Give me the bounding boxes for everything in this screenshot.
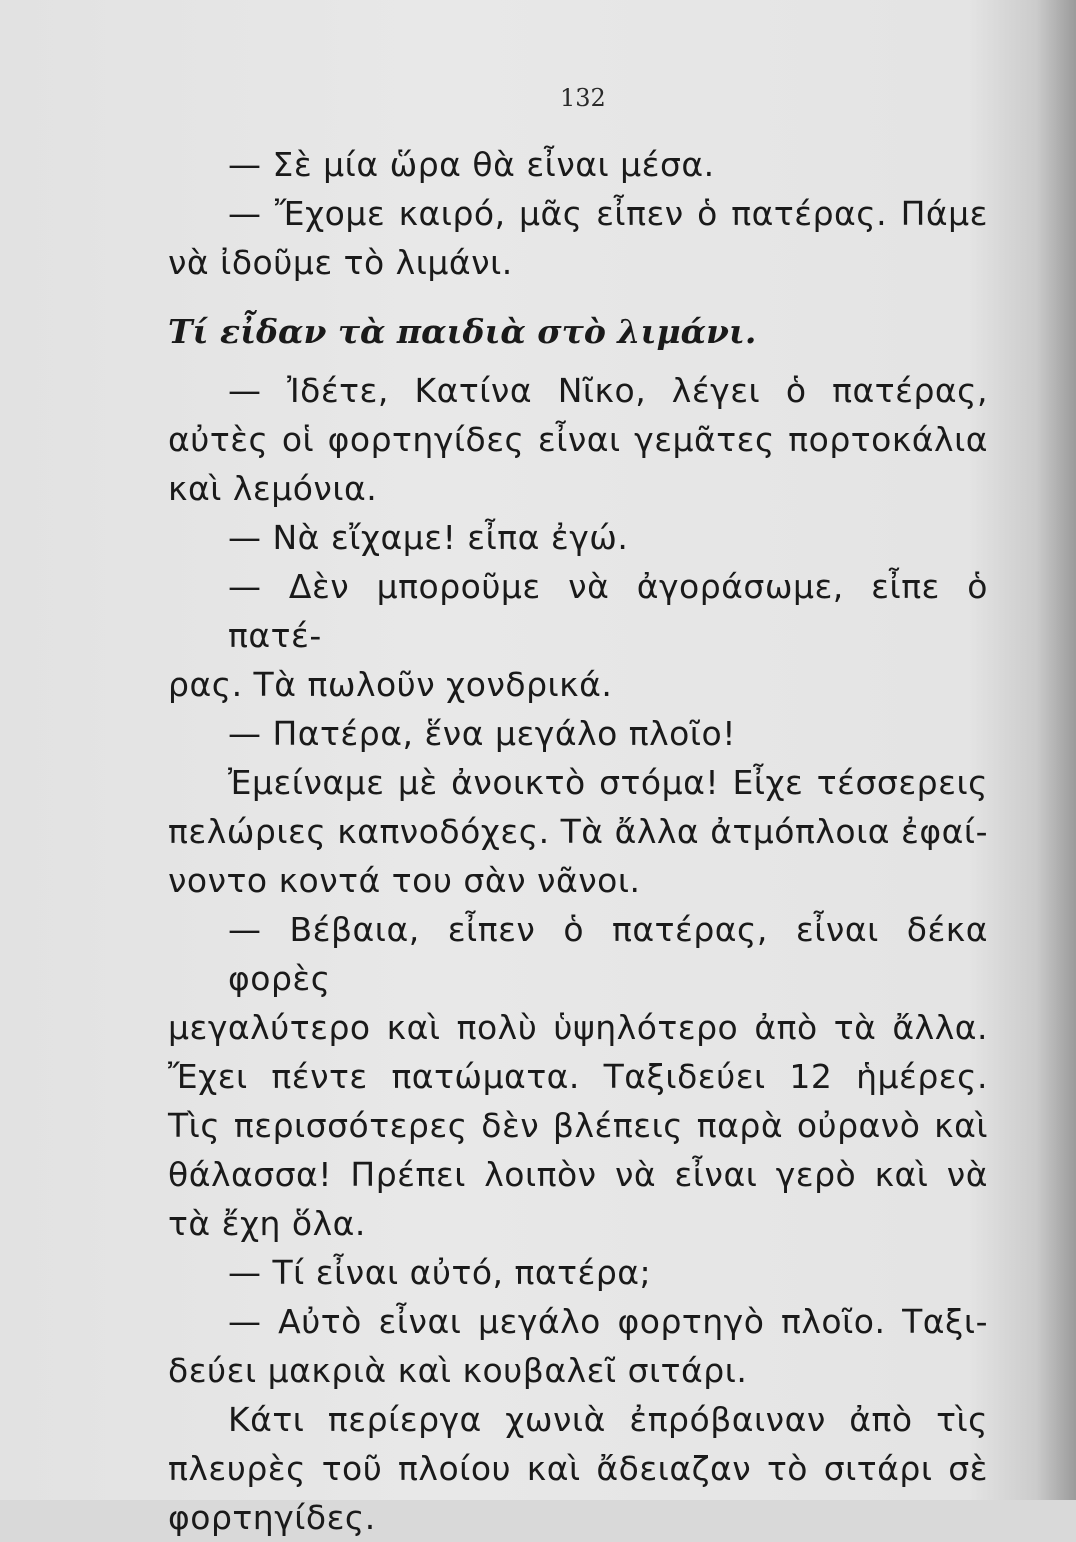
text-line: νὰ ἰδοῦμε τὸ λιμάνι. <box>168 243 513 282</box>
body-text <box>168 140 988 1542</box>
text-line: Ἔχει πέντε πατώματα. Ταξιδεύει 12 ἡμέρες. <box>168 1057 988 1096</box>
text-line: νοντο κοντά του σὰν νᾶνοι. <box>168 861 641 900</box>
text-line: — Σὲ μία ὥρα θὰ εἶναι μέσα. <box>228 145 715 184</box>
text-line: αὐτὲς οἱ φορτηγίδες εἶναι γεμᾶτες πορτοκάλια <box>168 420 988 459</box>
text-line: θάλασσα! Πρέπει λοιπὸν νὰ εἶναι γερὸ καὶ νὰ <box>168 1155 988 1194</box>
text-line: φορτηγίδες. <box>168 1498 376 1537</box>
text-line: Ἐμείναμε μὲ ἀνοικτὸ στόμα! Εἶχε τέσσερεις <box>228 763 988 802</box>
text-line: — Ἔχομε καιρό, μᾶς εἶπεν ὁ πατέρας. Πάμε <box>228 194 988 233</box>
text-line: — Τί εἶναι αὐτό, πατέρα; <box>228 1253 652 1292</box>
text-line: — Βέβαια, εἶπεν ὁ πατέρας, εἶναι δέκα φορὲς <box>228 910 988 998</box>
text-line: — Νὰ εἴχαμε! εἶπα ἐγώ. <box>228 518 629 557</box>
text-line: καὶ λεμόνια. <box>168 469 378 508</box>
text-line: Τὶς περισσότερες δὲν βλέπεις παρὰ οὐρανὸ καὶ <box>168 1106 988 1145</box>
text-line: — Αὐτὸ εἶναι μεγάλο φορτηγὸ πλοῖο. Ταξι- <box>228 1302 988 1341</box>
text-line: πλευρὲς τοῦ πλοίου καὶ ἄδειαζαν τὸ σιτάρι σὲ <box>168 1449 988 1488</box>
text-line: — Πατέρα, ἕνα μεγάλο πλοῖο! <box>228 714 736 753</box>
text-line: Κάτι περίεργα χωνιὰ ἐπρόβαιναν ἀπὸ τὶς <box>228 1400 988 1439</box>
text-line: — Δὲν μποροῦμε νὰ ἀγοράσωμε, εἶπε ὁ πατέ- <box>228 567 988 655</box>
text-line: — Ἰδέτε, Κατίνα Νῖκο, λέγει ὁ πατέρας, <box>228 371 988 410</box>
page-number: 132 <box>560 84 606 112</box>
text-line: πελώριες καπνοδόχες. Τὰ ἄλλα ἀτμόπλοια ἐφαί- <box>168 812 988 851</box>
text-line: δεύει μακριὰ καὶ κουβαλεῖ σιτάρι. <box>168 1351 748 1390</box>
text-line: ρας. Τὰ πωλοῦν χονδρικά. <box>168 665 613 704</box>
text-line: τὰ ἔχη ὅλα. <box>168 1204 366 1243</box>
section-heading: Τί εἶδαν τὰ παιδιὰ στὸ λιμάνι. <box>168 312 757 351</box>
text-line: μεγαλύτερο καὶ πολὺ ὑψηλότερο ἀπὸ τὰ ἄλλα. <box>168 1008 988 1047</box>
